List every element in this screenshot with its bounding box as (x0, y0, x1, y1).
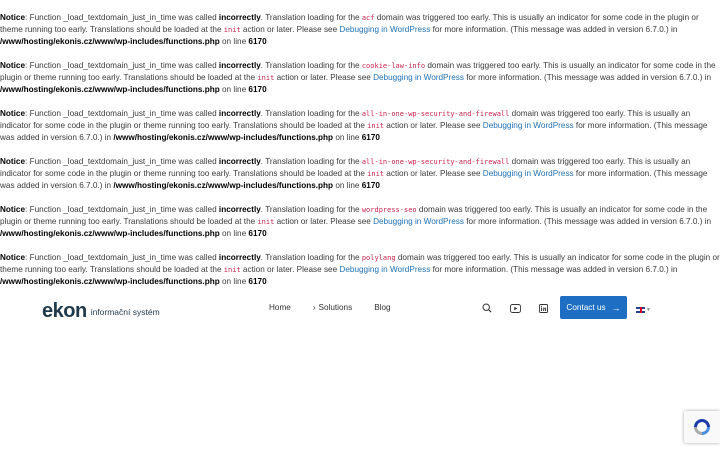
debugging-link[interactable]: Debugging in WordPress (373, 73, 464, 82)
header-icons (479, 301, 563, 315)
notice-hook: init (223, 26, 241, 34)
notice-text: domain was triggered too early. This is usually an indicator for some code in the plugin or theme running too early. Translations should be loaded at the (0, 13, 699, 34)
nav-solutions-label: Solutions (318, 303, 353, 312)
notice-text: . Translation loading for the (260, 109, 362, 118)
notice-text: : Function _load_textdomain_just_in_time was called (25, 157, 219, 166)
notice-text: action or later. Please see (384, 169, 483, 178)
search-icon[interactable] (479, 301, 495, 315)
notice-label: Notice (0, 157, 26, 166)
notice-domain: wordpress-seo (361, 206, 417, 214)
site-header (0, 292, 720, 326)
recaptcha-badge[interactable] (684, 411, 720, 443)
notice-domain: all-in-one-wp-security-and-firewall (361, 158, 510, 166)
notice-hook: init (257, 74, 275, 82)
notice-text: : Function _load_textdomain_just_in_time was called (25, 205, 219, 214)
notice-text: : Function _load_textdomain_just_in_time was called (25, 253, 219, 262)
notice-path: /www/hosting/ekonis.cz/www/wp-includes/functions.php (0, 37, 220, 46)
notice-text: . Translation loading for the (260, 253, 362, 262)
notice-text: on line (219, 277, 249, 286)
notice-hook: init (367, 170, 385, 178)
notice-path: /www/hosting/ekonis.cz/www/wp-includes/functions.php (0, 277, 220, 286)
php-notices (0, 12, 720, 300)
notice-text: domain was triggered too early. This is usually an indicator for some code in the plugin or theme running too early. Translations should be loaded at the (0, 109, 691, 130)
notice-line: 6170 (361, 181, 380, 190)
notice-path: /www/hosting/ekonis.cz/www/wp-includes/functions.php (113, 181, 334, 190)
notice-text: domain was triggered too early. This is usually an indicator for some code in the plugin or theme running too early. Translations should be loaded at the (0, 157, 691, 178)
notice-emphasis: incorrectly (218, 61, 261, 70)
notice-emphasis: incorrectly (218, 13, 261, 22)
notice-text: for more information. (This message was added in version 6.7.0.) in (463, 73, 712, 82)
notice-text: . Translation loading for the (260, 205, 362, 214)
php-notice (0, 156, 720, 192)
debugging-link[interactable]: Debugging in WordPress (482, 121, 574, 130)
notice-line: 6170 (248, 37, 267, 46)
notice-text: on line (333, 133, 362, 142)
notice-text: : Function _load_textdomain_just_in_time was called (25, 109, 219, 118)
linkedin-icon[interactable] (535, 301, 551, 315)
notice-line: 6170 (361, 133, 380, 142)
notice-line: 6170 (248, 85, 267, 94)
logo[interactable] (42, 298, 160, 323)
arrow-right-icon: → (611, 302, 621, 313)
notice-text: domain was triggered too early. This is usually an indicator for some code in the plugin or theme running too early. Translations should be loaded at the (0, 61, 716, 82)
debugging-link[interactable]: Debugging in WordPress (482, 169, 574, 178)
notice-hook: init (223, 266, 241, 274)
debugging-link[interactable]: Debugging in WordPress (339, 265, 431, 274)
logo-subtitle: informační systém (90, 307, 160, 317)
notice-text: on line (219, 229, 249, 238)
notice-emphasis: incorrectly (218, 205, 261, 214)
notice-label: Notice (0, 13, 26, 22)
notice-text: domain was triggered too early. This is usually an indicator for some code in the plugin or theme running too early. Translations should be loaded at the (0, 253, 720, 274)
nav-blog[interactable]: Blog (374, 303, 391, 312)
php-notice (0, 108, 720, 144)
notice-path: /www/hosting/ekonis.cz/www/wp-includes/functions.php (0, 229, 220, 238)
notice-label: Notice (0, 205, 26, 214)
notice-hook: init (367, 122, 385, 130)
php-notice (0, 60, 720, 96)
notice-text: . Translation loading for the (260, 13, 362, 22)
notice-text: on line (333, 181, 362, 190)
contact-us-label: Contact us (566, 302, 606, 312)
notice-emphasis: incorrectly (218, 157, 261, 166)
logo-mark: ekon (42, 299, 87, 322)
php-notice (0, 204, 720, 240)
recaptcha-icon (692, 417, 712, 437)
notice-text: : Function _load_textdomain_just_in_time was called (25, 61, 219, 70)
notice-text: for more information. (This message was added in version 6.7.0.) in (430, 265, 678, 274)
notice-text: action or later. Please see (240, 265, 340, 274)
notice-text: : Function _load_textdomain_just_in_time was called (25, 13, 219, 22)
notice-label: Notice (0, 109, 26, 118)
notice-text: . Translation loading for the (260, 157, 362, 166)
notice-text: for more information. (This message was added in version 6.7.0.) in (0, 121, 708, 142)
caret-down-icon: ▼ (646, 307, 651, 313)
debugging-link[interactable]: Debugging in WordPress (339, 25, 431, 34)
php-notice (0, 12, 720, 48)
english-flag-icon (636, 307, 645, 313)
notice-line: 6170 (248, 277, 267, 286)
notice-domain: acf (361, 14, 375, 22)
notice-text: action or later. Please see (384, 121, 483, 130)
notice-label: Notice (0, 253, 26, 262)
debugging-link[interactable]: Debugging in WordPress (373, 217, 464, 226)
notice-domain: all-in-one-wp-security-and-firewall (361, 110, 510, 118)
nav-solutions[interactable] (313, 302, 352, 314)
notice-text: for more information. (This message was added in version 6.7.0.) in (430, 25, 678, 34)
notice-text: action or later. Please see (274, 217, 374, 226)
notice-domain: polylang (361, 254, 396, 262)
notice-hook: init (257, 218, 275, 226)
notice-text: action or later. Please see (240, 25, 340, 34)
notice-text: action or later. Please see (274, 73, 374, 82)
language-switcher[interactable] (636, 304, 651, 316)
notice-text: domain was triggered too early. This is usually an indicator for some code in the plugin or theme running too early. Translations should be loaded at the (0, 205, 708, 226)
notice-line: 6170 (248, 229, 267, 238)
contact-us-button[interactable] (560, 296, 627, 319)
notice-path: /www/hosting/ekonis.cz/www/wp-includes/functions.php (0, 85, 220, 94)
nav-home[interactable]: Home (269, 303, 291, 312)
notice-label: Notice (0, 61, 26, 70)
notice-path: /www/hosting/ekonis.cz/www/wp-includes/functions.php (113, 133, 334, 142)
notice-emphasis: incorrectly (218, 109, 261, 118)
php-notice (0, 252, 720, 288)
notice-text: for more information. (This message was added in version 6.7.0.) in (463, 217, 712, 226)
main-nav (269, 302, 413, 314)
notice-text: . Translation loading for the (260, 61, 362, 70)
notice-domain: cookie-law-info (361, 62, 426, 70)
chevron-right-icon: › (312, 303, 316, 312)
notice-text: on line (219, 85, 249, 94)
notice-emphasis: incorrectly (218, 253, 261, 262)
notice-text: on line (219, 37, 249, 46)
youtube-icon[interactable] (507, 301, 523, 315)
notice-text: for more information. (This message was added in version 6.7.0.) in (0, 169, 708, 190)
